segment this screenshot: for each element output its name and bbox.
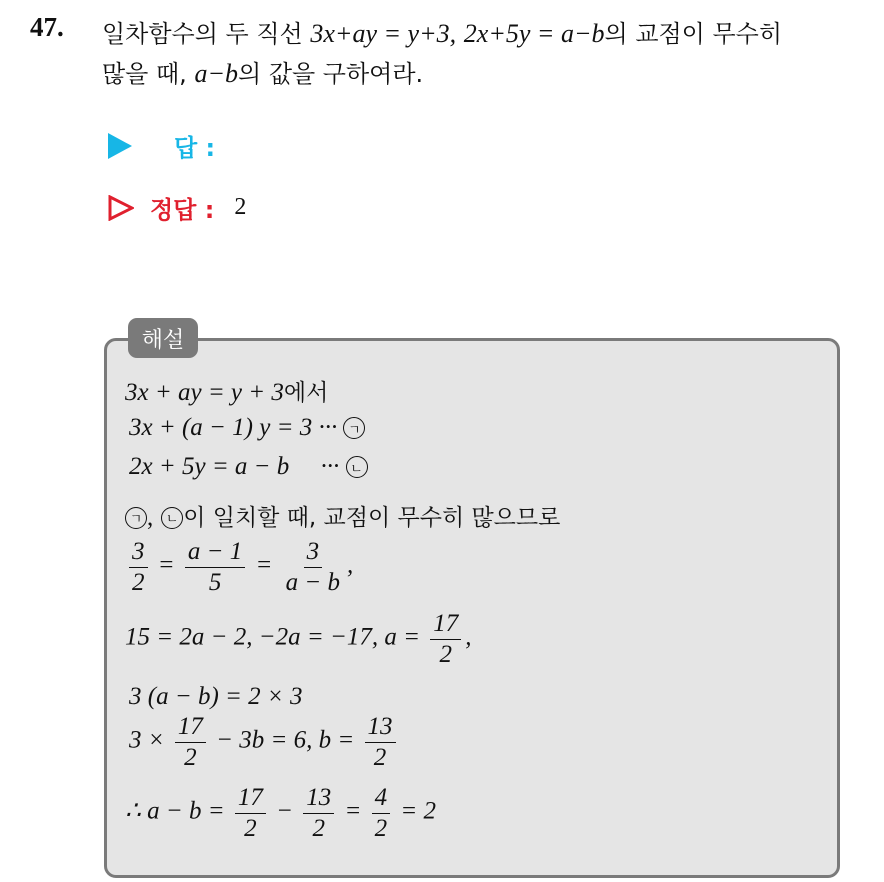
fraction-numerator: 17 [175,713,206,743]
circled-mark-1: ㄱ [343,417,365,439]
fraction-numerator: 4 [372,784,391,814]
outline-arrow-icon [108,195,134,221]
fraction-denominator: 5 [208,568,222,596]
solution-line-8-pre: 3 × [129,726,165,754]
correct-answer-label: 정답 : [150,196,215,224]
question-text-1-tail: 의 교점이 무수히 [604,20,783,48]
fraction-numerator: 13 [365,713,396,743]
play-arrow-icon [108,133,132,159]
answer-row [108,128,215,163]
equals-sign: = [344,797,362,825]
fraction-denominator: 2 [184,743,197,771]
question-number: 47. [30,12,64,42]
solution-line-8 [129,713,400,771]
solution-line-6-math: 15 = 2a − 2, −2a = −17, a = [125,623,420,651]
solution-line-7 [129,683,303,711]
fraction-numerator: 3 [129,538,148,568]
fraction [235,784,266,842]
fraction-numerator: 13 [303,784,334,814]
question-line-1 [102,14,782,49]
fraction [365,713,396,771]
fraction [185,538,245,596]
fraction-denominator: 2 [132,568,145,596]
comma: , [347,551,354,579]
equals-sign: = [157,551,175,579]
solution-line-8-mid: − 3b = 6, b = [216,726,355,754]
fraction [372,784,391,842]
solution-line-1 [125,374,328,407]
circled-mark-2: ㄴ [346,456,368,478]
question-line-2 [102,54,423,89]
solution-line-9 [125,784,436,842]
question-text-1: 일차함수의 두 직선 [102,20,303,48]
solution-line-4-text: 이 일치할 때, 교점이 무수히 많으므로 [183,505,561,531]
correct-answer-value: 2 [234,194,247,220]
solution-line-4-sep: , [147,504,154,531]
solution-line-2-math: 3x + (a − 1) y = 3 ··· [129,414,338,441]
fraction-denominator: 2 [312,814,326,842]
fraction [129,538,148,596]
solution-line-4 [125,499,560,532]
solution-line-3 [129,453,368,481]
equals-sign: = [255,551,273,579]
fraction-denominator: 2 [439,640,452,668]
solution-tab: 해설 [128,318,198,358]
solution-line-2 [129,414,365,442]
solution-line-6 [125,610,471,668]
question-text-2-tail: 의 값을 구하여라. [238,60,424,88]
fraction-numerator: 17 [430,610,461,640]
fraction [175,713,206,771]
solution-line-1-math: 3x + ay = y + 3 [125,379,284,406]
equation-1: 3x+ay = y+3, [310,19,457,48]
minus-sign: − [276,797,294,825]
fraction-denominator: 2 [374,814,388,842]
circled-mark-2-ref: ㄴ [161,507,183,529]
solution-line-7-math: 3 (a − b) = 2 × 3 [129,683,303,710]
fraction-denominator: 2 [373,743,387,771]
fraction [283,538,343,596]
solution-line-5 [125,538,353,596]
answer-label: 답 : [174,134,216,162]
correct-answer-row [108,190,246,225]
comma: , [465,623,472,651]
question-text-2: 많을 때, [102,60,187,88]
solution-line-1-text: 에서 [283,380,329,406]
solution-line-9-tail: = 2 [400,797,437,825]
fraction [303,784,334,842]
fraction [430,610,461,668]
equation-2: 2x+5y = a−b [463,19,605,48]
solution-line-9-pre: ∴ a − b = [125,797,225,825]
solution-line-3-math: 2x + 5y = a − b ··· [129,453,340,480]
fraction-denominator: 2 [244,814,257,842]
fraction-denominator: a − b [285,568,340,596]
expression: a−b [194,59,238,88]
circled-mark-1-ref: ㄱ [125,507,147,529]
fraction-numerator: a − 1 [185,538,245,568]
fraction-numerator: 3 [304,538,323,568]
fraction-numerator: 17 [235,784,266,814]
